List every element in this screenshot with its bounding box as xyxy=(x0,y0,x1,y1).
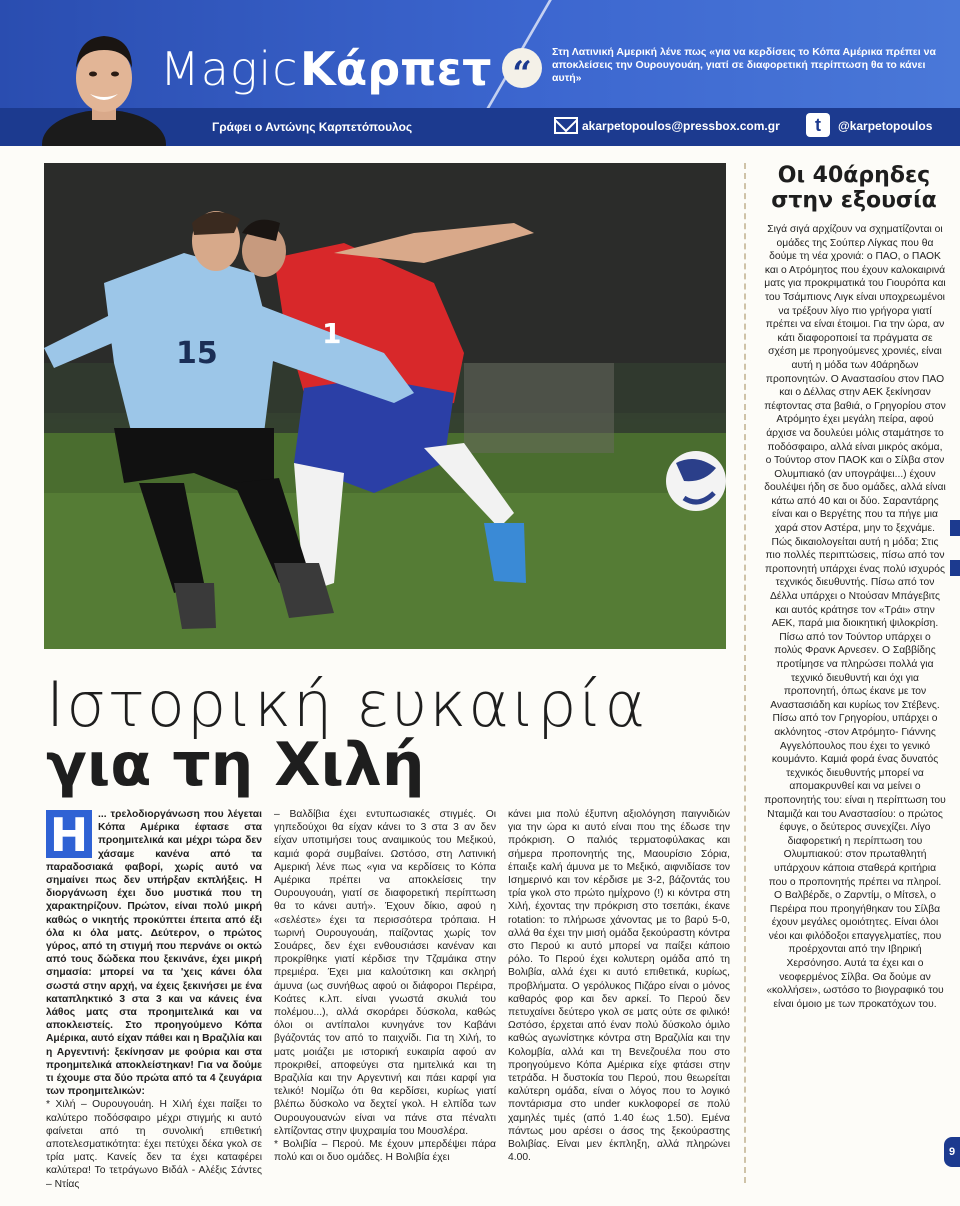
player2-number: 1 xyxy=(322,317,342,350)
column-name-part2: Κάρπετ xyxy=(300,42,492,96)
article-text: κάνει μια πολύ έξυπνη αξιολόγηση παιγνιδιών για την ώρα κι αυτό είναι που της έδωσε την πρόκριση. Ο παλιός τερματοφύλακας και σήμερα προπονητής της, Μαουρίσιο Σόρια, έπαιξε καλή άμυνα με το Μεξικό, αιφνιδίασε τον Ισημερινό και τον κέρδισε με 3-2, βάζοντάς του τρία γκολ στο πρώτο ημίχρονο (!) κι κόντρα στη Χιλή, έχοντας την πρόκριση στο τσεπάκι, έκανε rotation: το πλήρωσε χάνοντας με το βαρύ 5-0, αλλά θα έχει την μισή ομάδα ξεκούραστη κόντρα στο Περού κι αυτό μπορεί να παίξει κάποιο ρόλο. Το Περού έχει κολυτερη ομάδα από τη Βολιβία, αλλά έχει κι αυτό επιθετικά, κυρίως, προβλήματα. Ο γερόλυκος Πιζάρο είναι ο μόνος καθαρός φορ και δεν αρκεί. Το Περού δεν πετυχαίνει δεύτερο γκολ σε ματς ούτε σε φιλικό! Ωστόσο, έρχεται από έναν πολύ δύσκολο όμιλο καθώς αγωνίστηκε κόντρα στη Βραζιλία και την Κολομβία, αλλά και τη Βενεζουέλα που στο προηγούμενο Κόπα Αμέρικα είχε φτάσει στην τετράδα. Η δυστοκία του Περού, που θεωρείται καλύτερη ομάδα, είναι ο λόγος που το λογικό ποντάρισμα στο under κυκλοφορεί σε πολύ χαμηλές τιμές (από 1.40 έως 1.50). Εμένα πάντως μου αρέσει ο άσος της ξεκούραστης Βολιβίας. Είναι μεν έκπληξη, αλλά πληρώνει 4.00. xyxy=(508,809,730,1164)
dropcap: Η xyxy=(46,810,92,858)
match-photo-illustration xyxy=(44,163,726,649)
headline-line2: για τη Χιλή xyxy=(46,730,425,800)
match-photo xyxy=(44,163,726,649)
page-edge-mark xyxy=(950,560,960,576)
article-column-2 xyxy=(274,808,496,1164)
sidebar-title: Οι 40άρηδες στην εξουσία xyxy=(771,163,937,213)
article-column-1 xyxy=(46,808,262,1191)
article-section-bolivia-peru: * Βολιβία – Περού. Με έχουν μπερδέψει πάρα πολύ και οι δυο ομάδες. Η Βολιβία έχει xyxy=(274,1139,496,1164)
sidebar-box xyxy=(744,163,944,1183)
headline-line1: Ιστορική ευκαιρία xyxy=(46,668,648,741)
columnist-avatar xyxy=(42,28,166,146)
article-section-chile-uruguay: * Χιλή – Ουρουγουάη. Η Χιλή έχει παίξει το καλύτερο ποδόσφαιρο μέχρι στιγμής κι αυτό φαίνεται από τη συνολική επιθετική αποτελεσματικότητα: έχει πετύχει δέκα γκολ σε τρία ματς. Κανείς δεν τα έχει καταφέρει καλύτερα! Το τετράγωνο Βιδάλ - Αλέξις Σάντες – Ντίας xyxy=(46,1099,262,1190)
page-number-tab: 9 xyxy=(944,1137,960,1167)
mail-icon xyxy=(554,117,578,134)
twitter-handle[interactable]: @karpetopoulos xyxy=(838,119,933,133)
player-number: 15 xyxy=(176,336,218,371)
page-edge-mark xyxy=(950,520,960,536)
column-name-part1: Magic xyxy=(160,42,299,96)
sidebar-body: Σιγά σιγά αρχίζουν να σχηματίζονται οι ομάδες της Σούπερ Λίγκας που θα δούμε τη νέα χρονιά: ο ΠΑΟ, ο ΠΑΟΚ και ο Ατρόμητος που έχουν καλοκαιρινά ματς για προκριματικά του Γιουρόπα και του Τσάμπιονς Λιγκ είναι υποχρεωμένοι να τρέξουν λίγο πιο γρήγορα γιατί πρέπει να είναι έτοιμοι. Για την ώρα, αν κάτι διαφοροποιεί τα πράγματα σε σχέση με προηγούμενες χρονιές, είναι αυτή η μόδα των 40άρηδων προπονητών. Ο Αναστασίου στον ΠΑΟ και ο Δέλλας στην ΑΕΚ ξεκίνησαν πέφτοντας στα βαθιά, ο Γρηγορίου στον Ατρόμητο έχει μεγάλη πείρα, αφού άρχισε να δουλεύει μόλις σταμάτησε το ποδόσφαιρο, αλλά είναι μικρός ακόμα, ο Τούντορ στον ΠΑΟΚ και ο Σίλβα στον Ολυμπιακό (αν υπογράψει...) έχουν δουλέψει ήδη σε δυο ομάδες, αλλά είναι κάτω από 40 και οι δύο. Σαραντάρης είναι και ο Βεργέτης που τα πήγε μια χαρά στον Αστέρα, μην το ξεχνάμε. Πώς δικαιολογείται αυτή η μόδα; Στις πιο πολλές περιπτώσεις, πίσω από τον προπονητή υπάρχει ένας πολύ ισχυρός τεχνικός διευθυντής. Πίσω από τον Δέλλα υπάρχει ο Ντούσαν Μπάγεβιτς και αυτός κράτησε τον «Τράι» στην ΑΕΚ, παρά μια διοικητική ψιλοκρίση. Πίσω από τον Τούντορ υπάρχει ο πολύς Φρανκ Αρνεσεν. Ο Σαββίδης προτίμησε να πληρώσει πολλά για τεχνικό διευθυντή και όχι για προπονητή, όπως έκανε με τον Αναστασιάδη και κυρίως τον Στέβενς. Πίσω από τον Γρηγορίου, υπάρχει ο ακλόνητος -στον Ατρόμητο- Γιάννης Αγγελόπουλος που έχει το γενικό κουμάντο. Καμιά φορά ένας δυνατός τεχνικός διευθυντής μπορεί να απομακρυνθεί και να μείνει ο προπονητής του: είναι η περίπτωση του Νταμιζά και του Αναστασίου: ο πρώτος έφυγε, ο δεύτερος συνεχίζει. Λίγο διαφορετική η περίπτωση του Ολυμπιακού: στον πρωταθλητή υπάρχουν κάποια σταθερά κριτήρια που ο προπονητής πρέπει να πληροί. Ο Βαλβέρδε, ο Ζαρντίμ, ο Μίτσελ, ο Περέιρα που προηγήθηκαν του Σίλβα έχουν μεγάλες ομοιότητες. Είναι όλοι νέοι και φιλόδοξοι επαγγελματίες, που προέρχονται από την Ιβηρική Χερσόνησο. Αυτά τα έχει και ο νεοφερμένος Σίλβα. Θα δούμε αν «κολλήσει», ωστόσο το βιογραφικό του είναι όμοιο με των προκατόχων του. xyxy=(764,224,946,1010)
header-quote: Στη Λατινική Αμερική λένε πως «για να κερδίσεις το Κόπα Αμέρικα πρέπει να αποκλείσεις την Ουρουγουάη, γιατί σε διαφορετική περίπτωση θα το κάνει αυτή» xyxy=(552,46,936,84)
article-column-3 xyxy=(508,808,730,1164)
twitter-icon: t xyxy=(806,113,830,137)
article-intro: ... τρελοδιοργάνωση που λέγεται Κόπα Αμέρικα έφτασε στα προημιτελικά και μέχρι τώρα δεν χάσαμε κανένα από τα παραδοσιακά φαβορί, χωρίς αυτό να σημαίνει πως δεν υπήρξαν εκπλήξεις. Η διοργάνωση έχει δυο μυστικά που τη χαρακτηρίζουν. Πρώτον, είναι πολύ μικρή καθώς ο νικητής προκύπτει έπειτα από έξι όλα κι όλα ματς. Δεύτερον, ο πρώτος γύρος, από τη στιγμή που περνάνε οι οκτώ από τους δώδεκα που ξεκινάνε, έχει μικρή σημασία: μπορεί να τα 'χεις κάνει όλα σωστά στην αρχή, να έχεις ξεκινήσει με ένα καταπληκτικό 3 στα 3 και να κάνεις ένα λάθος ματς στα προημιτελικά και να αποκλειστείς. Στο προηγούμενο Κόπα Αμέρικα, αυτό είχαν πάθει και η Βραζιλία και η Αργεντινή: ξεκίνησαν με φούρια και στα προημιτελικά αποκλείστηκαν! Για να δούμε τι έχουμε στα δύο πρώτα από τα 4 ζευγάρια των προημιτελικών: xyxy=(46,809,262,1098)
byline: Γράφει ο Αντώνης Καρπετόπουλος xyxy=(212,120,413,134)
quote-icon: “ xyxy=(502,48,542,88)
column-header xyxy=(0,0,960,146)
author-email[interactable]: akarpetopoulos@pressbox.com.gr xyxy=(582,119,780,133)
article-text: – Βαλδίβια έχει εντυπωσιακές στιγμές. Οι γηπεδούχοι θα είχαν κάνει το 3 στα 3 αν δεν είχαν υποτιμήσει τους αναιμικούς του Μεξικού, καμιά φορά συμβαίνει. Ωστόσο, στη Λατινική Αμερική λένε πως «για να κερδίσεις το Κόπα Αμέρικα πρέπει να αποκλείσεις την Ουρουγουάη, γιατί σε διαφορετική περίπτωση θα το κάνει αυτή». Έχουν δίκιο, αφού η «σελέστε» έχει τα περισσότερα τρόπαια. Η τωρινή Ουρουγουάη, παίζοντας χωρίς τον Σουάρες, δεν έχει ενθουσιάσει κανέναν και προκρίθηκε γιατί κέρδισε την Τζαμάικα στην πρεμιέρα. Έχει μια καλούτσικη και σκληρή άμυνα (ως συνήθως αφού οι διάφοροι Περέιρα, Κοάτες κ.λπ. είναι γνωστά σκυλιά του πολέμου...), αλλά σκοράρει δύσκολα, καθώς όλοι οι αντίπαλοι κυνηγάνε τον Καβάνι βγάζοντάς τον από το παιχνίδι. Για τη Χιλή, το ματς μοιάζει με ιστορική ευκαιρία αφού αν προκριθεί, αποφεύγει στα ημιτελικά και τη Βραζιλία και την Αργεντινή και πάει καρφί για τελικό! Νομίζω ότι θα κερδίσει, κυρίως γιατί βλέπω δύσκολο να δεχτεί γκολ. Η ελπίδα των Ουρουγουανών είναι να πάνε στα πέναλτι ελπίζοντας στην ψυχραιμία του Μουσλέρα. xyxy=(274,809,496,1137)
